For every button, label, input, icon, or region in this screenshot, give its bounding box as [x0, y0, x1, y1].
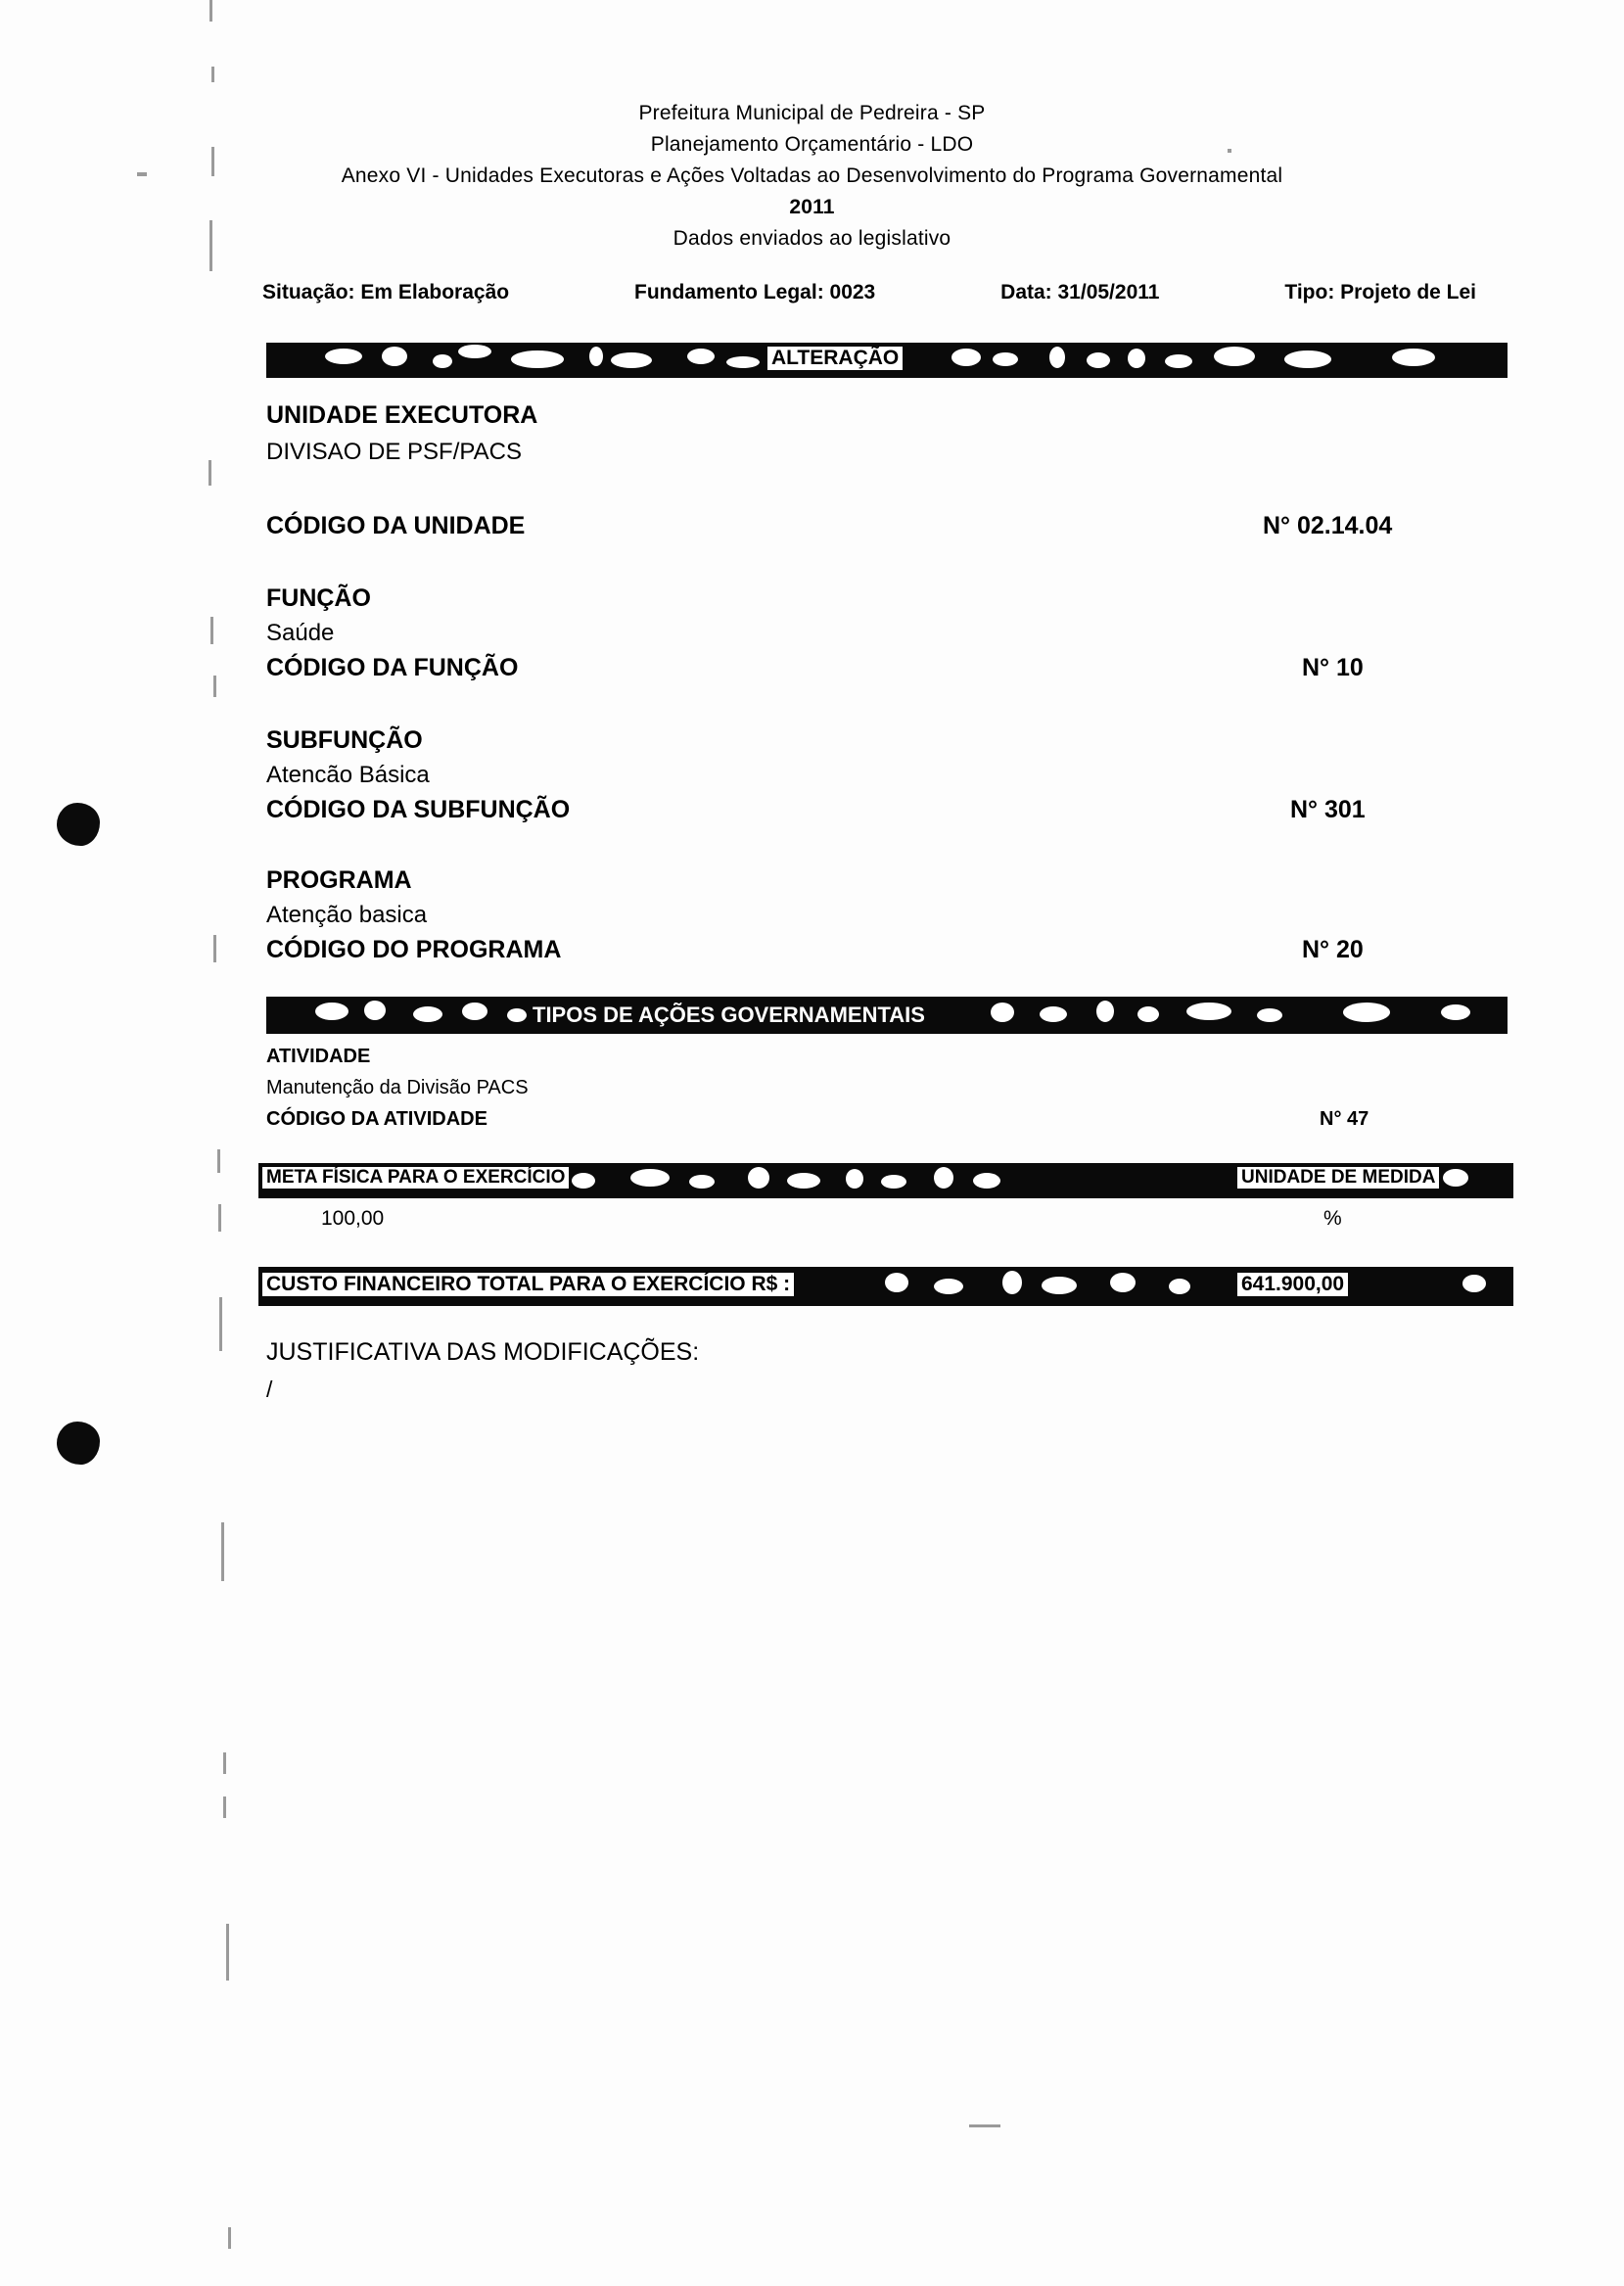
banner-alteracao-label: ALTERAÇÃO — [767, 347, 903, 370]
unidade-executora-label: UNIDADE EXECUTORA — [266, 401, 538, 429]
banner-custo-label: CUSTO FINANCEIRO TOTAL PARA O EXERCÍCIO R$ : — [262, 1273, 794, 1296]
scan-artifact — [211, 67, 214, 82]
codigo-subfuncao-label: CÓDIGO DA SUBFUNÇÃO — [266, 796, 571, 823]
scan-artifact — [209, 460, 211, 486]
codigo-unidade-num: N° 02.14.04 — [1263, 512, 1393, 539]
scan-artifact — [209, 0, 212, 22]
hole-punch-mark — [57, 1422, 100, 1465]
scan-artifact — [210, 617, 213, 644]
scan-artifact — [223, 1796, 226, 1818]
atividade-value: Manutenção da Divisão PACS — [266, 1077, 529, 1098]
banner-meta-fisica — [258, 1163, 1513, 1198]
subfuncao-label: SUBFUNÇÃO — [266, 726, 423, 754]
scan-artifact — [226, 1924, 229, 1981]
scan-artifact — [218, 1204, 221, 1232]
banner-custo-valor: 641.900,00 — [1237, 1273, 1348, 1296]
banner-tipos-acoes-label: TIPOS DE AÇÕES GOVERNAMENTAIS — [533, 1003, 925, 1027]
justificativa-label: JUSTIFICATIVA DAS MODIFICAÇÕES: — [266, 1338, 700, 1366]
funcao-value: Saúde — [266, 620, 335, 646]
header-year: 2011 — [789, 196, 835, 218]
atividade-label: ATIVIDADE — [266, 1046, 371, 1067]
unidade-executora-value: DIVISAO DE PSF/PACS — [266, 439, 522, 465]
header-line-1: Prefeitura Municipal de Pedreira - SP — [638, 102, 986, 124]
hole-punch-mark — [57, 803, 100, 846]
codigo-funcao-num: N° 10 — [1302, 654, 1364, 681]
banner-meta-fisica-label: META FÍSICA PARA O EXERCÍCIO — [262, 1167, 569, 1189]
codigo-programa-label: CÓDIGO DO PROGRAMA — [266, 936, 562, 963]
meta-fisica-value: 100,00 — [321, 1207, 385, 1230]
status-line — [262, 281, 1476, 304]
document-header — [0, 98, 1624, 255]
banner-alteracao — [266, 343, 1508, 378]
header-line-2: Planejamento Orçamentário - LDO — [650, 133, 974, 156]
scan-artifact — [969, 2124, 1000, 2127]
banner-custo-financeiro — [258, 1267, 1513, 1306]
codigo-programa-num: N° 20 — [1302, 936, 1364, 963]
subfuncao-value: Atencão Básica — [266, 762, 430, 788]
status-data: Data: 31/05/2011 — [1000, 281, 1160, 303]
scan-artifact — [217, 1149, 220, 1173]
scan-artifact — [223, 1752, 226, 1774]
banner-unidade-medida-label: UNIDADE DE MEDIDA — [1237, 1167, 1439, 1189]
scan-artifact — [219, 1297, 222, 1351]
justificativa-value: / — [266, 1376, 273, 1402]
header-line-3: Anexo VI - Unidades Executoras e Ações Voltadas ao Desenvolvimento do Programa Governamental — [341, 164, 1283, 187]
codigo-funcao-label: CÓDIGO DA FUNÇÃO — [266, 654, 519, 681]
status-tipo: Tipo: Projeto de Lei — [1284, 281, 1476, 303]
codigo-subfuncao-num: N° 301 — [1290, 796, 1366, 823]
status-situacao: Situação: Em Elaboração — [262, 281, 510, 303]
banner-tipos-acoes — [266, 997, 1508, 1034]
codigo-atividade-num: N° 47 — [1320, 1108, 1369, 1130]
programa-value: Atenção basica — [266, 902, 428, 928]
header-line-4: Dados enviados ao legislativo — [673, 227, 951, 250]
funcao-label: FUNÇÃO — [266, 584, 371, 612]
codigo-unidade-label: CÓDIGO DA UNIDADE — [266, 512, 526, 539]
status-fundamento: Fundamento Legal: 0023 — [634, 281, 876, 303]
scan-artifact — [213, 935, 216, 962]
scan-artifact — [228, 2227, 231, 2249]
programa-label: PROGRAMA — [266, 866, 412, 894]
scan-artifact — [221, 1522, 224, 1581]
scan-artifact — [213, 676, 216, 697]
unidade-medida-value: % — [1323, 1207, 1342, 1230]
codigo-atividade-label: CÓDIGO DA ATIVIDADE — [266, 1108, 487, 1130]
